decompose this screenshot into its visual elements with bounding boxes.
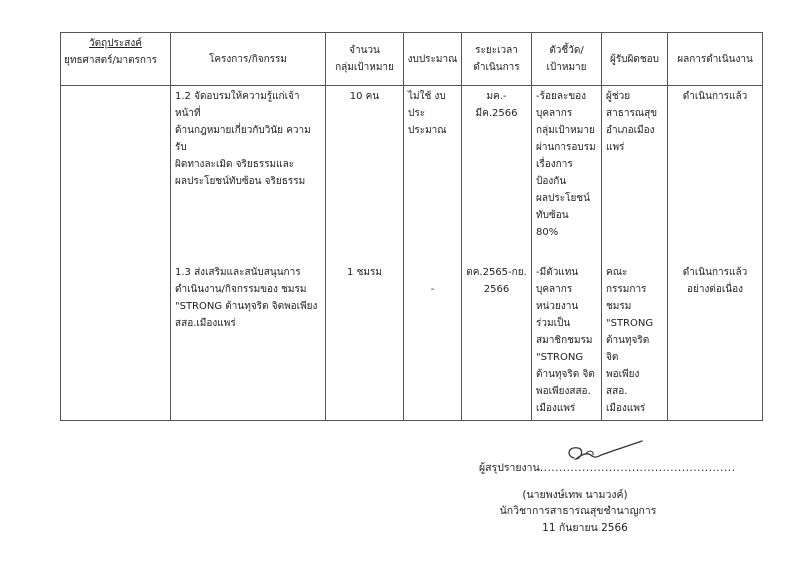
text-line: พอเพียง สสอ. <box>606 369 640 397</box>
text-line: สสอ.เมืองแพร่ <box>175 318 236 329</box>
text-line: บุคลากร <box>536 284 573 295</box>
text-line: อย่างต่อเนื่อง <box>686 284 743 295</box>
cell-budget <box>404 264 462 421</box>
text-line: 1.3 ส่งเสริมและสนับสนุนการ <box>175 267 301 278</box>
text-line: ต้านทุจริต จิต <box>536 369 595 380</box>
table-row <box>61 264 763 421</box>
cell-result <box>668 264 763 421</box>
header-indicator-line1: ตัวชี้วัด/ <box>549 45 584 56</box>
cell-responsible <box>602 86 668 265</box>
text-line: - <box>430 284 435 295</box>
header-indicator <box>532 33 602 86</box>
text-line: ไม่ใช้ งบ <box>408 91 446 102</box>
text-line: ผิดทางละเมิด จริยธรรมและ <box>175 159 295 170</box>
text-line: พอเพียงสสอ. <box>536 386 591 397</box>
text-line: ผู้ช่วย <box>606 91 631 102</box>
header-strategy <box>61 33 171 86</box>
text-line: ผลประโยชน์ทับซ้อน จริยธรรม <box>175 176 306 187</box>
text-line: ดำเนินงาน/กิจกรรมของ ชมรม <box>175 284 307 295</box>
text-line: สมาชิกชมรม <box>536 335 593 346</box>
text-line: อำเภอเมือง <box>606 125 655 136</box>
text-line: ผลประโยชน์ <box>536 193 590 204</box>
cell-indicator <box>532 264 602 421</box>
header-period-line1: ระยะเวลา <box>475 45 518 56</box>
text-line: เมืองแพร่ <box>536 403 576 414</box>
text-line: ตค.2565-กย. <box>466 267 527 278</box>
cell-project <box>171 264 326 421</box>
header-responsible: ผู้รับผิดชอบ <box>602 33 668 86</box>
text-line: คณะกรรมการ <box>606 267 647 295</box>
text-line: ประมาณ <box>408 125 447 136</box>
header-result: ผลการดำเนินงาน <box>668 33 763 86</box>
text-line: -มีตัวแทน <box>536 267 579 278</box>
cell-result <box>668 86 763 265</box>
reporter-label: ผู้สรุปรายงาน <box>479 462 540 474</box>
cell-target: 10 คน <box>326 86 404 265</box>
header-target <box>326 33 404 86</box>
text-line: ร่วมเป็น <box>536 318 571 329</box>
header-period <box>462 33 532 86</box>
text-line: -ร้อยละของ <box>536 91 587 102</box>
text-line: ทับซ้อน <box>536 210 569 221</box>
text-line: ประ <box>408 108 426 119</box>
text-line: ต้านทุจริต จิต <box>606 335 650 363</box>
reporter-name: (นายพงษ์เทพ นามวงค์) <box>522 489 628 501</box>
text-line: "STRONG ต้านทุจริต จิตพอเพียง <box>175 301 318 312</box>
header-objective-text: วัตถุประสงค์ <box>89 38 142 49</box>
activity-table <box>60 32 763 421</box>
text-line: "STRONG <box>606 318 654 329</box>
reporter-line <box>479 459 736 476</box>
text-line: ชมรม <box>606 301 632 312</box>
text-line: กลุ่มเป้าหมาย <box>536 125 595 136</box>
text-line: 2566 <box>483 284 510 295</box>
header-budget: งบประมาณ <box>404 33 462 86</box>
text-line: แพร่ <box>606 142 625 153</box>
text-line: ดำเนินการแล้ว <box>682 267 748 278</box>
text-line: หน่วยงาน <box>536 301 579 312</box>
header-period-line2: ดำเนินการ <box>473 62 520 73</box>
header-target-line2: กลุ่มเป้าหมาย <box>335 62 394 73</box>
text-line: สาธารณสุข <box>606 108 658 119</box>
cell-budget <box>404 86 462 265</box>
text-line: 1.2 จัดอบรมให้ความรู้แก่เจ้าหน้าที่ <box>175 91 300 119</box>
text-line: ด้านกฎหมายเกี่ยวกับวินัย ความรับ <box>175 125 311 153</box>
text-line: เรื่องการ <box>536 159 573 170</box>
text-line: 80% <box>536 227 559 238</box>
cell-strategy <box>61 86 171 265</box>
report-date: 11 กันยายน 2566 <box>542 522 628 534</box>
text-line: มค.-มีค.2566 <box>475 91 518 119</box>
cell-strategy <box>61 264 171 421</box>
header-strategy-text: ยุทธศาสตร์/มาตรการ <box>64 55 157 66</box>
cell-indicator <box>532 86 602 265</box>
text-line: บุคลากร <box>536 108 573 119</box>
text-line: ดำเนินการแล้ว <box>682 91 748 102</box>
text-line: เมืองแพร่ <box>606 403 646 414</box>
cell-target: 1 ชมรม <box>326 264 404 421</box>
cell-period <box>462 86 532 265</box>
table-row <box>61 86 763 265</box>
table-header-row <box>61 33 763 86</box>
text-line: "STRONG <box>536 352 584 363</box>
header-indicator-line2: เป้าหมาย <box>546 62 587 73</box>
header-target-line1: จำนวน <box>349 45 380 56</box>
cell-period <box>462 264 532 421</box>
signature-dots: ................................................... <box>539 462 736 474</box>
text-line: ป้องกัน <box>536 176 567 187</box>
cell-project <box>171 86 326 265</box>
reporter-position: นักวิชาการสาธารณสุขชำนาญการ <box>499 505 657 517</box>
text-line: ผ่านการอบรม <box>536 142 596 153</box>
header-project: โครงการ/กิจกรรม <box>171 33 326 86</box>
cell-responsible <box>602 264 668 421</box>
